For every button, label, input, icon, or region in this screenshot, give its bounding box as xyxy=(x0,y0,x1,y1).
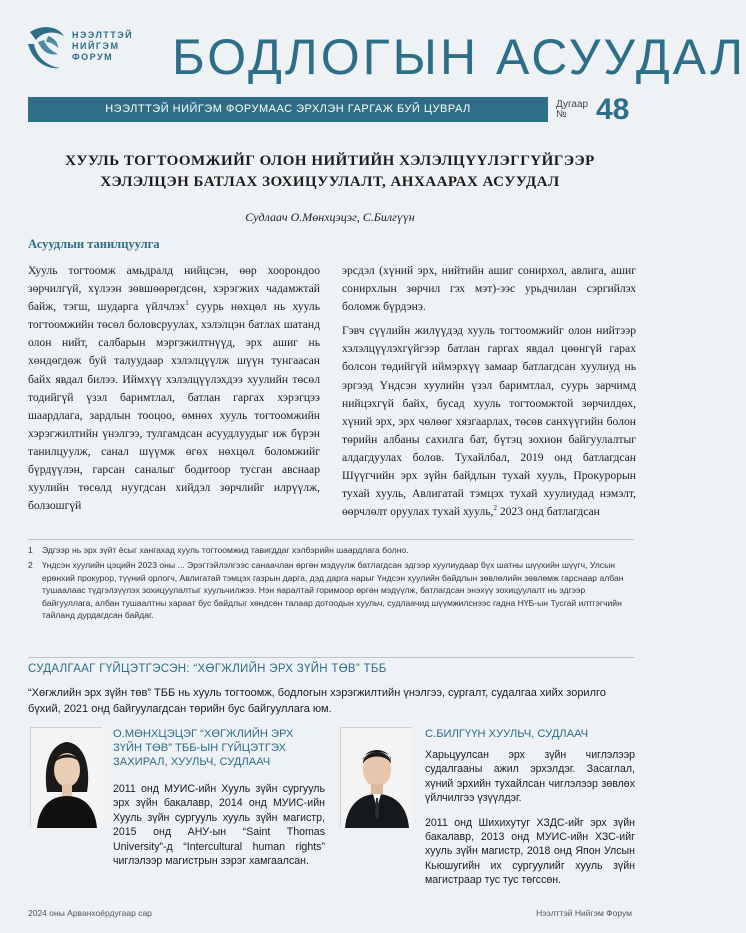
article-title xyxy=(40,151,620,193)
footnote-ref-2[interactable]: 2 xyxy=(493,504,497,513)
section-heading: Асуудлын танилцуулга xyxy=(28,237,160,251)
issue-label-sign: № xyxy=(556,109,567,120)
intro-text-part-2: суурь нөхцөл нь хууль тогтоомжийн төсөл боловсруулах, хэлэлцэн батлах шатанд олон нийт, салбарын мэргэжилтнүүд, эрх ашиг нь хөндөгдөж буй талуудаар хэлэлцүүлж шүүн тунгаасан байх явдал билээ. Иймхүү хэлэлцүүлэхдээ хуулийн төсөл тодийгүй үзэл баримтлал, батлан гаргах хэрэгцээ шаардлага, зардлын тооцоо, өмнөх хууль тогтоомжийн хэрэгжилтийн үнэлгээ, тулгамдсан асуудлуудыг иж бүрэн танилцуулж, санал шүүмж өгөх нөхцөл боломжийг бүрдүүлэн, гарсан саналыг бодитоор тусган авснаар хуулийн төсөлд нуугдсан хийдэл зөрчлийг илрүүлж, болзошгүй xyxy=(28,300,320,513)
issue-label-word: Дугаар xyxy=(556,99,589,110)
section-divider xyxy=(28,657,634,658)
author-photo-female xyxy=(30,727,102,827)
masthead xyxy=(0,0,746,140)
author-1-name: О.МӨНХЦЭЦЭГ “ХӨГЖЛИЙН ЭРХ ЗҮЙН ТӨВ” ТББ-ЫН ГҮЙЦЭТГЭХ ЗАХИРАЛ, ХУУЛЬЧ, СУДЛААЧ xyxy=(113,728,294,768)
research-description: “Хөгжлийн эрх зүйн төв” ТББ нь хууль тогтоомж, бодлогын хэрэгжилтийн үнэлгээ, сургалт, судалгаа хийх зорилго бүхий, 2021 онд байгуулагдсан төрийн бус байгууллага юм. xyxy=(28,687,606,715)
footnote-number: 1 xyxy=(28,545,33,555)
intro-text-part-1: Хууль тогтоомж амьдралд нийцсэн, өөр хоорондоо зөрчилгүй, хүлээн зөвшөөрөгдсөн, хэрэгжих чадамжтай байж, тэгш, шударга үйлчлэх xyxy=(28,264,320,314)
logo-wordmark xyxy=(72,30,133,63)
logo-line-2: НИЙГЭМ xyxy=(72,41,120,51)
footnote-item xyxy=(28,559,634,621)
text-column-left xyxy=(28,262,320,515)
portrait-silhouette-icon xyxy=(341,728,413,828)
footnote-number: 2 xyxy=(28,560,33,571)
portrait-silhouette-icon xyxy=(31,728,103,828)
footnote-item xyxy=(28,544,634,556)
author-2-bio xyxy=(425,748,635,888)
logo-line-3: ФОРУМ xyxy=(72,52,114,62)
footnote-divider xyxy=(28,539,634,540)
footnote-text: Үндсэн хуулийн цэцийн 2023 оны ... Эрэгтэйлэлгээс санаачлан өргөн мэдүүлж батлагдсан эдгээр хуулиудаар бүх шатны шүүхийн шүүгч, Улсын ерөнхий прокурор, түүний орлогч, Авлигатай тэмцэх газрын дарга, дэд дарга нарыг Үндсэн хуулийн байдлын зөвлөлийн зөвлөмж гарснаар албан тушаалаас түдгэлзүүлэх зохицуулалтыг хуульчилжээ. Нэн яаралтай горимоор өргөн мэдүүлж, батлагдсан энэхүү зохицуулалт нь эдгээр байгууллага, албан тушаалтны хараат бус байдлыг хөндсөн талаар дотоодын хуульч, судлаачид шүүмжилснээс гадна НҮБ-ын Тусгай илтгэгчийн тайланд дурдагдсан байдаг. xyxy=(42,560,624,621)
text-column-right xyxy=(342,262,636,521)
logo-icon xyxy=(24,22,68,74)
logo-line-1: НЭЭЛТТЭЙ xyxy=(72,30,134,40)
author-1-bio: 2011 онд МУИС-ийн Хууль зүйн сургууль эрх зүйн бакалавр, 2014 онд МУИС-ийн Хууль зүйн сургууль хууль зүйн магистр, 2015 онд АНУ-ын “Saint Thomas University”-д “Intercultural human rights” чиглэлээр магистрын зэрэг хамгаалсан. xyxy=(113,783,325,868)
author-photo-male xyxy=(340,727,412,827)
intro-paragraph xyxy=(28,262,320,515)
footnotes xyxy=(28,544,634,624)
article-title-line-1: ХУУЛЬ ТОГТООМЖИЙГ ОЛОН НИЙТИЙН ХЭЛЭЛЦҮҮЛЭГГҮЙГЭЭР xyxy=(65,153,595,169)
research-heading: СУДАЛГААГ ГҮЙЦЭТГЭСЭН: “ХӨГЖЛИЙН ЭРХ ЗҮЙН ТӨВ” ТББ xyxy=(28,663,387,675)
issue-number: 48 xyxy=(596,93,630,126)
footnote-ref-1[interactable]: 1 xyxy=(185,299,189,308)
problem-text-part-1: Гэвч сүүлийн жилүүдэд хууль тогтоомжийг олон нийтээр хэлэлцүүлэхгүйгээр батлан гаргах явдал цөөнгүй гарах болсон төдийгүй иймэрхүү замаар батлагдсан хуулиуд нь эргээд Үндсэн хуулийн үзэл баримтлал, суурь зарчимд нийцэхгүй байх, бусад хууль тогтоомжтой зөрчилдөх, хүний эрх, эрх чөлөөг хязгаарлах, төсөв санхүүгийн болон төрийн албаны сахилга бат, бүтэц зохион байгуулалтыг алдагдуулах болов. Тухайлбал, 2019 онд батлагдсан Шүүгчийн эрх зүйн байдлын тухай хууль, Прокурорын тухай хууль, Авлигатай тэмцэх тухай хуулиудад нэмэлт, өөрчлөлт оруулах тухай хууль, xyxy=(342,324,636,519)
article-title-line-2: ХЭЛЭЛЦЭН БАТЛАХ ЗОХИЦУУЛАЛТ, АНХААРАХ АСУУДАЛ xyxy=(100,174,560,190)
issue-label xyxy=(556,100,588,120)
problem-text-part-2: 2023 онд батлагдсан xyxy=(496,505,600,519)
footnote-text: Эдгээр нь эрх зүйт ёсыг хангахад хууль тогтоомжид тавигддаг хэлбэрийн шаардлага болно. xyxy=(42,545,409,555)
author-2-bio-para-1: Харьцуулсан эрх зүйн чиглэлээр судалгааны ажил эрхэлдэг. Засаглал, хүний эрхийн тухайлсан чиглэлээр зөвлөх үйлчилгээ үзүүлдэг. xyxy=(425,749,635,805)
publication-title: БОДЛОГЫН АСУУДАЛ xyxy=(172,29,746,85)
footer-publisher: Нээлттэй Нийгэм Форум xyxy=(536,908,632,918)
continuation-paragraph: эрсдэл (хүний эрх, нийтийн ашиг сонирхол, авлига, ашиг сонирхлын зөрчил гэх мэт)-ээс урьдчилан сэргийлэх боломж бүрдэнэ. xyxy=(342,264,636,314)
author-2-bio-para-2: 2011 онд Шихихутуг ХЗДС-ийг эрх зүйн бакалавр, 2013 онд МУИС-ийн ХЗС-ийг хууль зүйн магистр, 2018 онд Япон Улсын Кьюшугийн их сургуулийг хууль зүйн магистраар тус тус төгссөн. xyxy=(425,816,635,887)
series-banner-text: НЭЭЛТТЭЙ НИЙГЭМ ФОРУМААС ЭРХЛЭН ГАРГАЖ БУЙ ЦУВРАЛ xyxy=(105,103,471,115)
article-authors: Судлаач О.Мөнхцэцэг, С.Билгүүн xyxy=(245,210,415,224)
problem-paragraph xyxy=(342,322,636,521)
series-banner xyxy=(28,97,548,122)
author-2-name: С.БИЛГҮҮН ХУУЛЬЧ, СУДЛААЧ xyxy=(425,728,589,740)
footer-date: 2024 оны Арванхоёрдугаар сар xyxy=(28,908,152,918)
